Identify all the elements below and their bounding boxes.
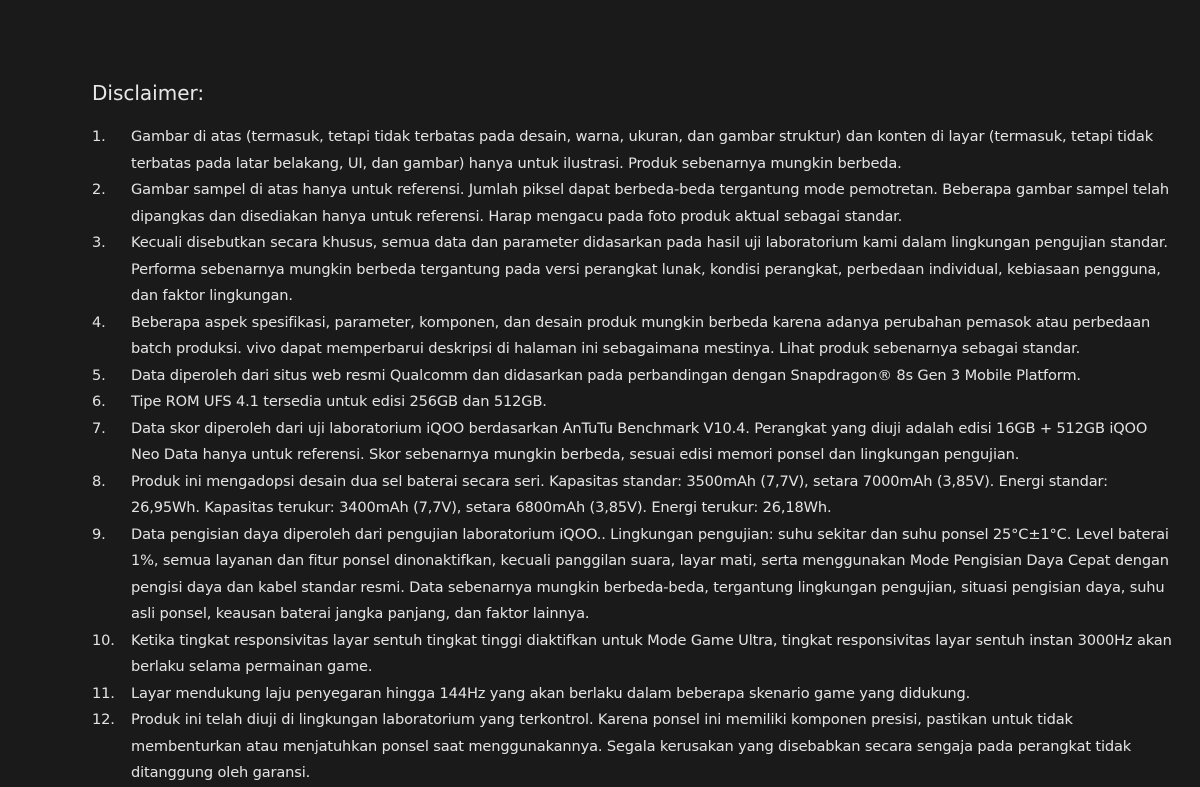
item-number: 4. (92, 313, 106, 331)
item-number: 3. (92, 234, 106, 251)
item-number: 5. (92, 366, 106, 384)
disclaimer-list (92, 124, 1172, 787)
item-text: Layar mendukung laju penyegaran hingga 144Hz yang akan berlaku dalam beberapa skenario game yang didukung. (131, 684, 971, 702)
item-text: Data pengisian daya diperoleh dari pengujian laboratorium iQOO.. Lingkungan pengujian: suhu sekitar dan suhu ponsel 25°C±1°C. Level baterai 1%, semua layanan dan fitur ponsel dinonaktifkan, kecuali panggilan suara, layar mati, serta menggunakan Mode Pengisian Daya Cepat dengan pengisi daya dan kabel standar resmi. Data sebenarnya mungkin berbeda-beda, tergantung lingkungan pengujian, situasi pengisian daya, suhu asli ponsel, keausan baterai jangka panjang, dan faktor lainnya. (131, 525, 1169, 622)
item-text: Produk ini mengadopsi desain dua sel baterai secara seri. Kapasitas standar: 3500mAh (7,7V), setara 7000mAh (3,85V). Energi standar: 26,95Wh. Kapasitas terukur: 3400mAh (7,7V), setara 6800mAh (3,85V). Energi terukur: 26,18Wh. (131, 472, 1108, 516)
disclaimer-section (92, 80, 1172, 787)
item-text: Gambar sampel di atas hanya untuk referensi. Jumlah piksel dapat berbeda-beda tergantung mode pemotretan. Beberapa gambar sampel telah dipangkas dan disediakan hanya untuk referensi. Harap mengacu pada foto produk aktual sebagai standar. (131, 181, 1170, 225)
disclaimer-item (92, 230, 1172, 310)
disclaimer-item (92, 389, 1172, 416)
item-number: 12. (92, 711, 115, 728)
item-number: 1. (92, 128, 106, 145)
item-number: 11. (92, 684, 115, 702)
disclaimer-item (92, 522, 1172, 628)
item-text: Data diperoleh dari situs web resmi Qualcomm dan didasarkan pada perbandingan dengan Snapdragon® 8s Gen 3 Mobile Platform. (131, 366, 1081, 384)
disclaimer-item (92, 707, 1172, 787)
disclaimer-item (92, 363, 1172, 390)
item-text: Ketika tingkat responsivitas layar sentuh tingkat tinggi diaktifkan untuk Mode Game Ultra, tingkat responsivitas layar sentuh instan 3000Hz akan berlaku selama permainan game. (131, 631, 1172, 675)
item-number: 8. (92, 472, 106, 490)
item-text: Gambar di atas (termasuk, tetapi tidak terbatas pada desain, warna, ukuran, dan gambar struktur) dan konten di layar (termasuk, tetapi tidak terbatas pada latar belakang, UI, dan gambar) hanya untuk ilustrasi. Produk sebenarnya mungkin berbeda. (131, 128, 1153, 172)
disclaimer-item (92, 177, 1172, 230)
item-number: 7. (92, 419, 106, 437)
item-number: 10. (92, 631, 115, 649)
disclaimer-item (92, 416, 1172, 469)
disclaimer-title: Disclaimer: (92, 81, 205, 105)
disclaimer-item (92, 124, 1172, 177)
disclaimer-item (92, 628, 1172, 681)
item-text: Kecuali disebutkan secara khusus, semua data dan parameter didasarkan pada hasil uji laboratorium kami dalam lingkungan pengujian standar. Performa sebenarnya mungkin berbeda tergantung pada versi perangkat lunak, kondisi perangkat, perbedaan individual, kebiasaan pengguna, dan faktor lingkungan. (131, 234, 1168, 304)
item-number: 2. (92, 181, 106, 198)
disclaimer-item (92, 681, 1172, 708)
item-text: Tipe ROM UFS 4.1 tersedia untuk edisi 256GB dan 512GB. (131, 393, 547, 410)
item-text: Beberapa aspek spesifikasi, parameter, komponen, dan desain produk mungkin berbeda karena adanya perubahan pemasok atau perbedaan batch produksi. vivo dapat memperbarui deskripsi di halaman ini sebagaimana mestinya. Lihat produk sebenarnya sebagai standar. (131, 313, 1151, 357)
item-number: 6. (92, 393, 106, 410)
item-text: Data skor diperoleh dari uji laboratorium iQOO berdasarkan AnTuTu Benchmark V10.4. Perangkat yang diuji adalah edisi 16GB + 512GB iQOO Neo Data hanya untuk referensi. Skor sebenarnya mungkin berbeda, sesuai edisi memori ponsel dan lingkungan pengujian. (131, 419, 1148, 463)
item-text: Produk ini telah diuji di lingkungan laboratorium yang terkontrol. Karena ponsel ini memiliki komponen presisi, pastikan untuk tidak membenturkan atau menjatuhkan ponsel saat menggunakannya. Segala kerusakan yang disebabkan secara sengaja pada perangkat tidak ditanggung oleh garansi. (131, 711, 1132, 781)
disclaimer-item (92, 310, 1172, 363)
item-number: 9. (92, 525, 106, 543)
disclaimer-item (92, 469, 1172, 522)
